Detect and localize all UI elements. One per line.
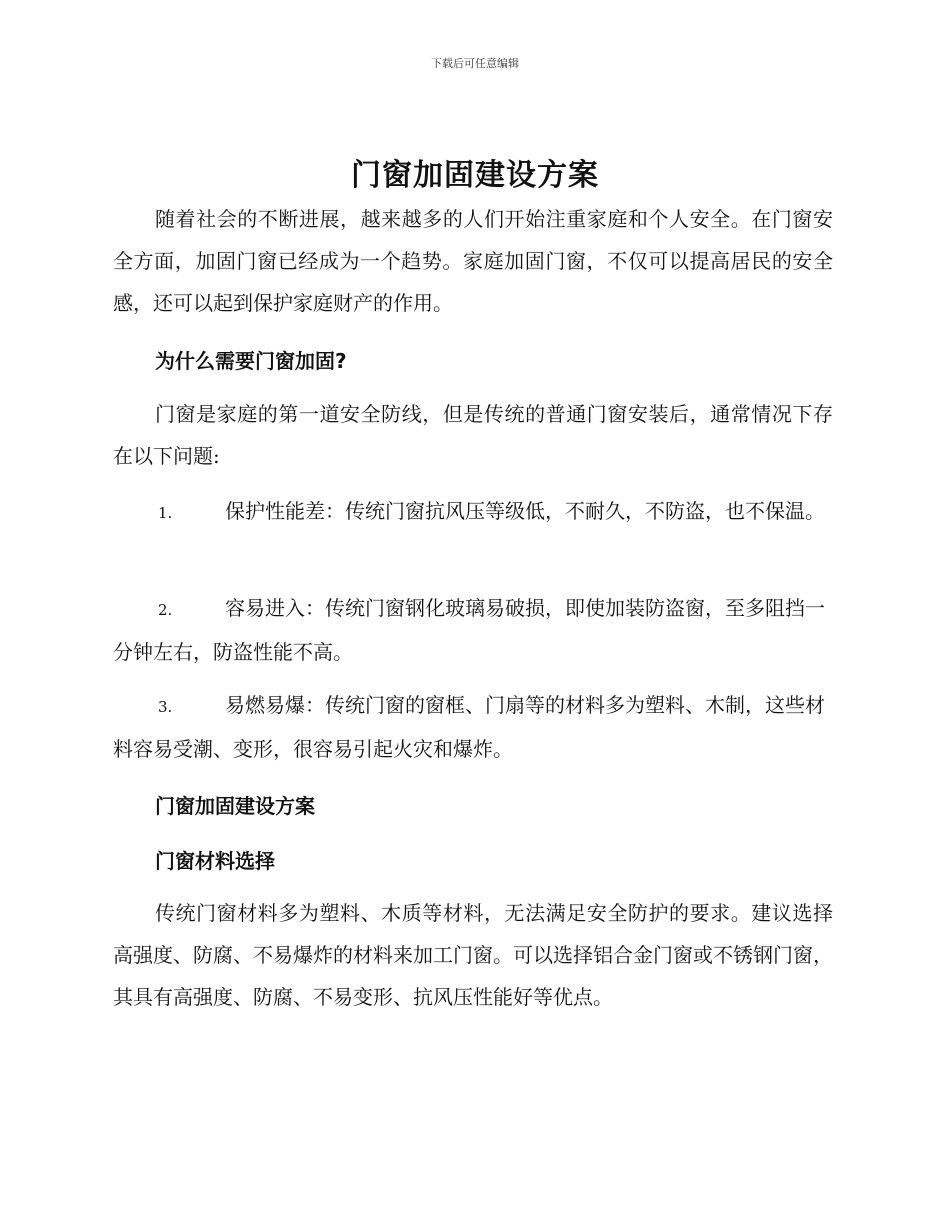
section-heading-materials: 门窗材料选择 (155, 849, 275, 873)
list-item (113, 587, 833, 673)
section-why-paragraph: 门窗是家庭的第一道安全防线，但是传统的普通门窗安装后，通常情况下存在以下问题: (113, 402, 833, 468)
page-header: 下载后可任意编辑 (431, 57, 519, 70)
list-item-text: 保护性能差：传统门窗抗风压等级低，不耐久，不防盗，也不保温。 (225, 499, 825, 523)
list-item (113, 684, 833, 770)
section-materials-paragraph: 传统门窗材料多为塑料、木质等材料，无法满足安全防护的要求。建议选择高强度、防腐、不易爆炸的材料来加工门窗。可以选择铝合金门窗或不锈钢门窗，其具有高强度、防腐、不易变形、抗风压性能好等优点。 (113, 901, 833, 1009)
document-title: 门窗加固建设方案 (351, 158, 599, 193)
intro-paragraph: 随着社会的不断进展，越来越多的人们开始注重家庭和个人安全。在门窗安全方面，加固门窗已经成为一个趋势。家庭加固门窗，不仅可以提高居民的安全感，还可以起到保护家庭财产的作用。 (113, 207, 833, 315)
list-item (113, 490, 833, 534)
list-item-text: 容易进入：传统门窗钢化玻璃易破损，即使加装防盗窗，至多阻挡一分钟左右，防盗性能不高。 (113, 596, 825, 664)
list-item-text: 易燃易爆：传统门窗的窗框、门扇等的材料多为塑料、木制，这些材料容易受潮、变形，很容易引起火灾和爆炸。 (113, 693, 825, 761)
list-item-number: 2. (158, 601, 173, 619)
section-heading-plan: 门窗加固建设方案 (155, 794, 315, 818)
list-item-number: 1. (158, 504, 173, 522)
list-item-number: 3. (158, 698, 173, 716)
section-heading-why: 为什么需要门窗加固? (155, 349, 347, 373)
